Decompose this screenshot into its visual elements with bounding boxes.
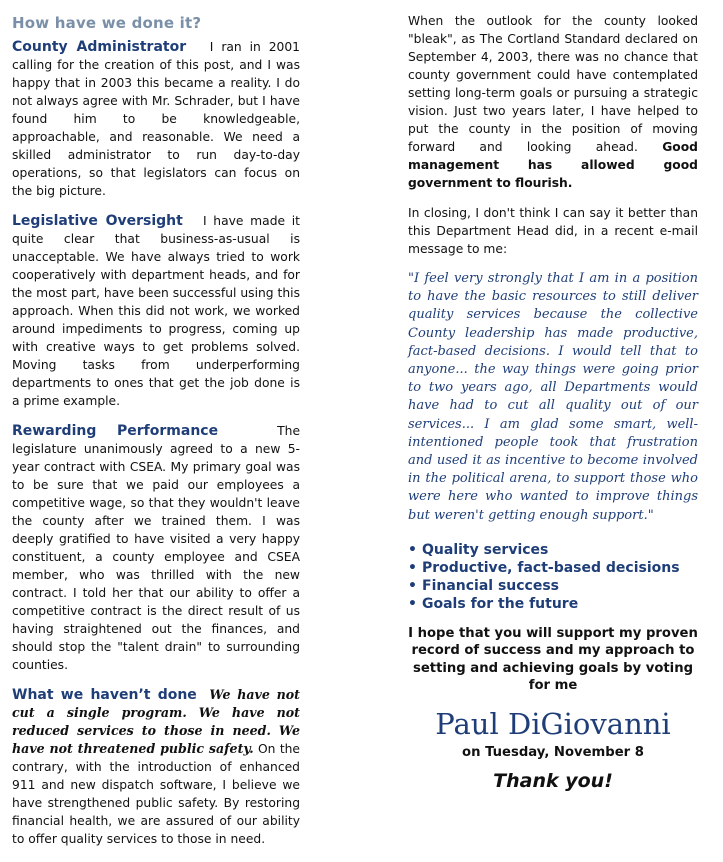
legislative-oversight-body: I have made it quite clear that business-as-usual is unacceptable. We have always tried to work cooperatively with department heads, and for the most part, have been successful using this approach. When this did not work, we worked around impediments to progress, coming up with creative ways to get problems solved. Moving tasks from underperforming departments to ones that get the job done is a prime example.	[12, 214, 301, 408]
list-item: • Financial success	[408, 577, 560, 594]
outlook-bold-text: Good management has allowed good government to flourish.	[408, 140, 698, 190]
left-column	[12, 0, 300, 860]
closing-paragraph: In closing, I don't think I can say it better than this Department Head did, in a recent e-mail message to me:	[408, 206, 698, 256]
list-item: • Productive, fact-based decisions	[408, 559, 680, 576]
county-administrator-body: I ran in 2001 calling for the creation of this post, and I was happy that in 2003 this became a reality. I do not always agree with Mr. Schrader, but I have found him to be knowledgeable, approachable, and reasonable. We need a skilled administrator to run day-to-day operations, so that legislators can focus on the big picture.	[12, 40, 300, 198]
department-head-quote: "I feel very strongly that I am in a position to have the basic resources to still deliver quality services because the collective County leadership has made productive, fact-based decisions. I would tell that to anyone... the way things were going prior to two years ago, all Departments would have had to cut all quality out of our services... I am glad some smart, well-intentioned people took that frustration and used it as incentive to become involved in the political arena, to support those who were here who wanted to improve things but weren't getting enough support."	[408, 271, 698, 523]
bullet-icon: •	[408, 595, 417, 612]
what-we-havent-done-paragraph	[12, 686, 300, 848]
bullet-icon: •	[408, 541, 417, 558]
list-item: • Quality services	[408, 541, 549, 558]
county-administrator-title: County Administrator	[12, 39, 187, 55]
what-we-havent-done-emphasis: We have not cut a single program. We have not reduced services to those in need. We have not threatened public safety.	[12, 687, 301, 756]
support-appeal: I hope that you will support my proven record of success and my approach to setting and achieving goals by voting for me	[408, 625, 698, 694]
election-date: on Tuesday, November 8	[462, 744, 644, 760]
section-heading: How have we done it?	[12, 14, 202, 32]
bullet-icon: •	[408, 577, 417, 594]
what-we-havent-done-title: What we haven’t done	[12, 687, 197, 703]
rewarding-performance-paragraph	[12, 422, 300, 674]
thank-you: Thank you!	[493, 769, 613, 792]
right-column	[408, 0, 698, 792]
what-we-havent-done-body: On the contrary, with the introduction of enhanced 911 and new dispatch software, I believe we have strengthened public safety. By restoring financial health, we are assured of our ability to offer quality services to those in need.	[12, 742, 300, 846]
rewarding-performance-title: Rewarding Performance	[12, 423, 219, 439]
outlook-paragraph	[408, 12, 698, 192]
list-item: • Goals for the future	[408, 595, 579, 612]
legislative-oversight-paragraph	[12, 212, 300, 410]
county-administrator-paragraph	[12, 38, 300, 200]
bullet-icon: •	[408, 559, 417, 576]
outlook-text: When the outlook for the county looked "bleak", as The Cortland Standard declared on September 4, 2003, there was no chance that county government could have contemplated setting long-term goals or pursuing a strategic vision. Just two years later, I have helped to put the county in the position of moving forward and looking ahead.	[408, 14, 698, 154]
candidate-name: Paul DiGiovanni	[435, 706, 671, 741]
legislative-oversight-title: Legislative Oversight	[12, 213, 183, 229]
rewarding-performance-body: The legislature unanimously agreed to a new 5-year contract with CSEA. My primary goal was to be sure that we paid our employees a competitive wage, so that they wouldn't leave the county after we trained them. I was deeply gratified to have visited a very happy constituent, a county employee and CSEA member, who was thrilled with the new contract. I told her that our ability to offer a competitive contract is the direct result of us having straightened out the finances, and should stop the "talent drain" to surrounding counties.	[12, 424, 301, 672]
achievements-list	[408, 541, 698, 613]
